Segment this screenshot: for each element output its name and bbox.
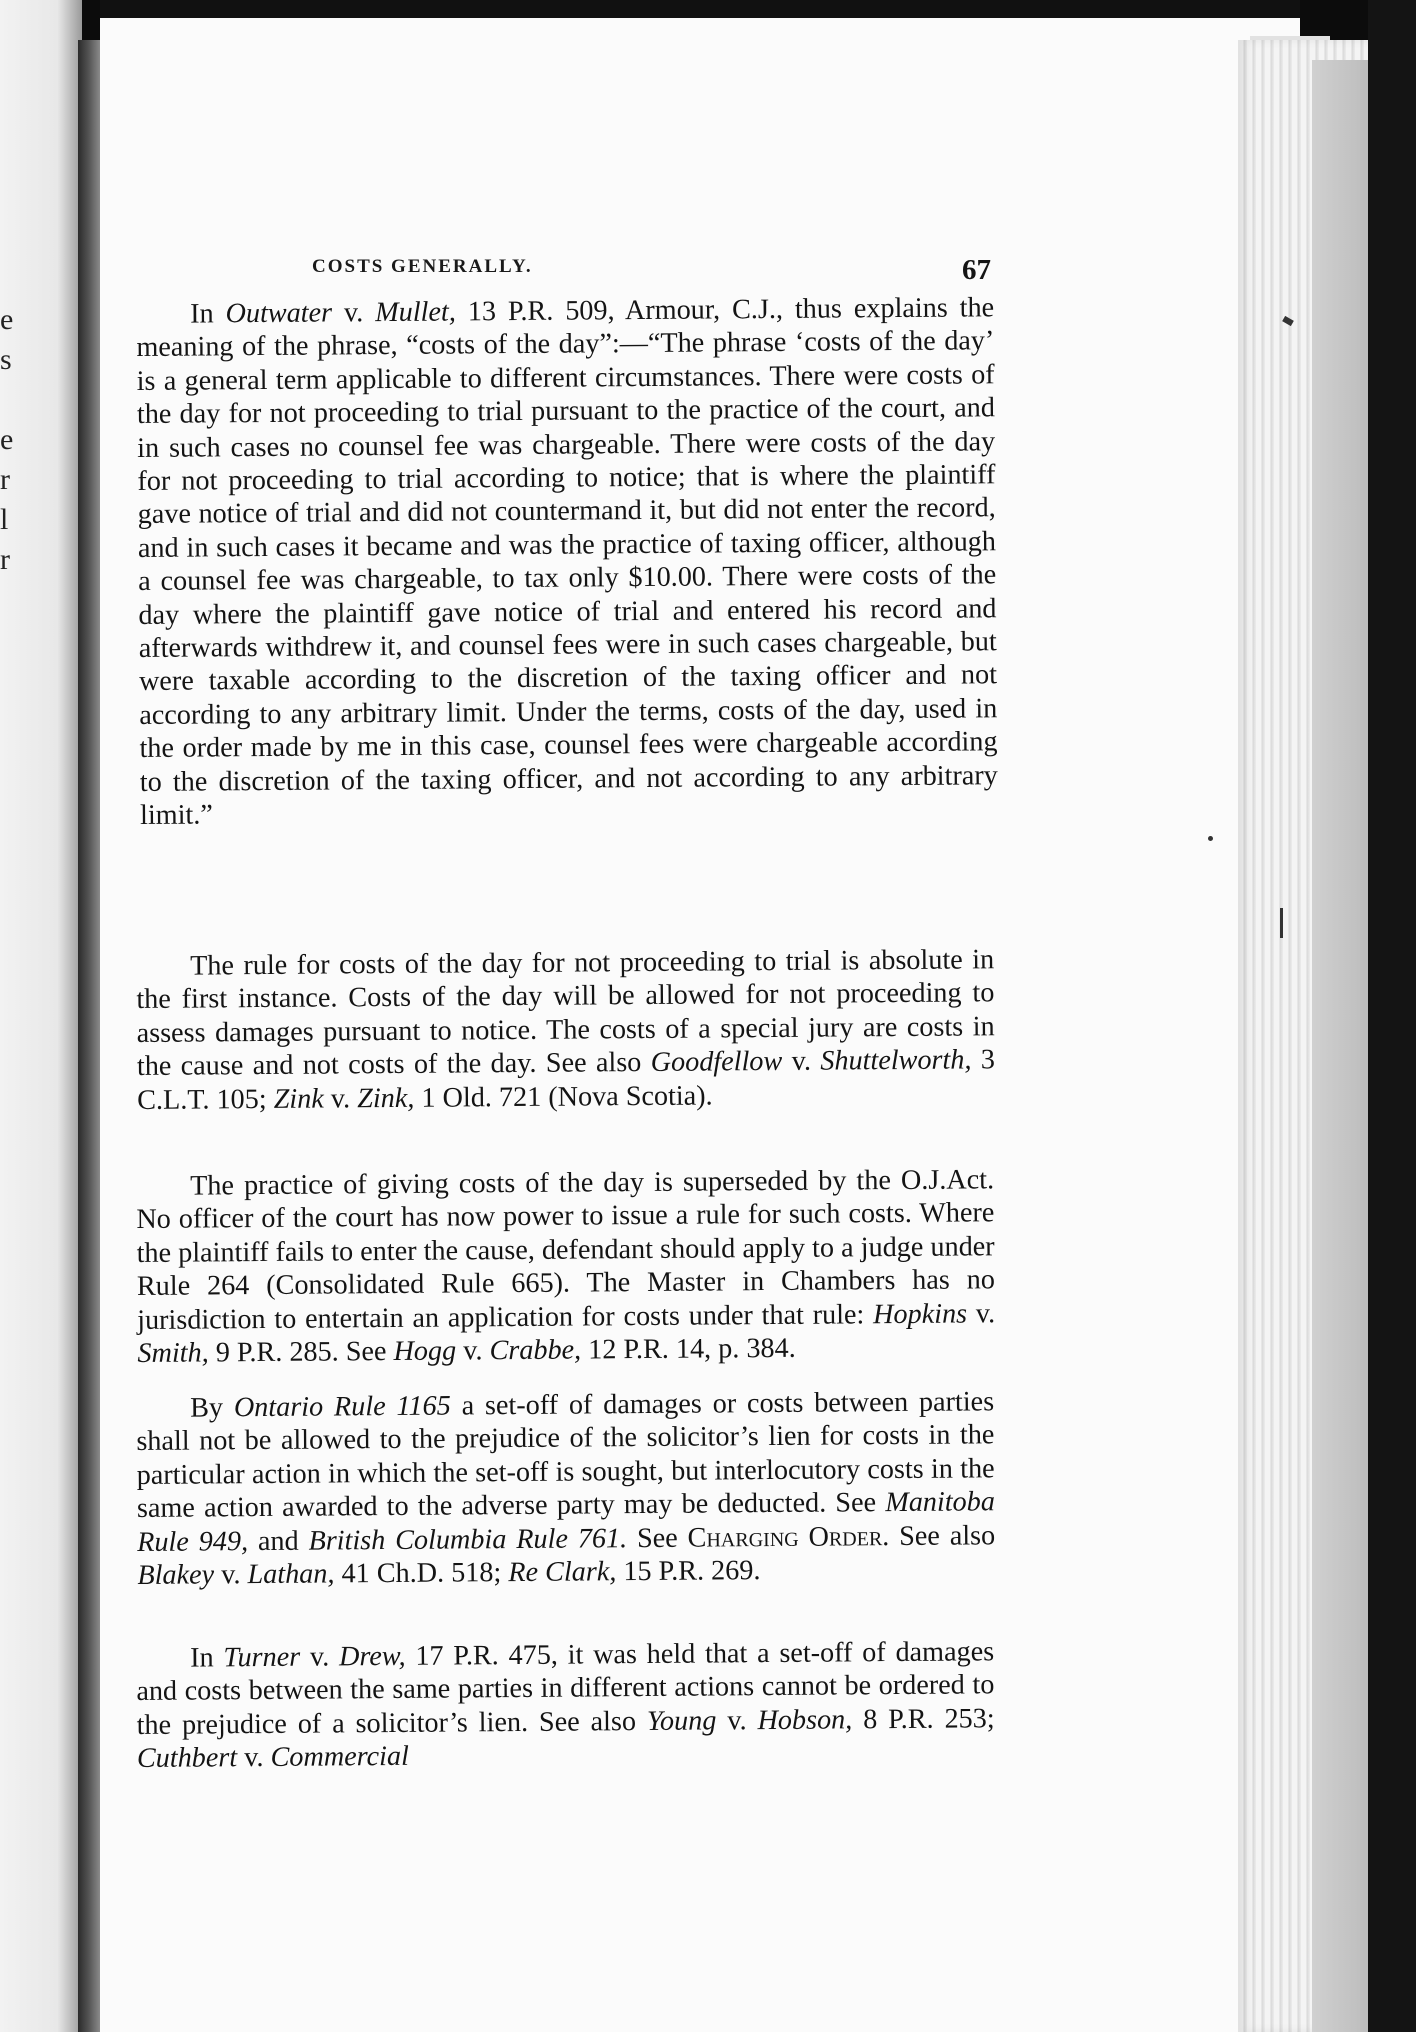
text-run: v. (456, 1335, 490, 1367)
scan-background (1368, 0, 1416, 2032)
text-run: a set-off of damages or costs between parties shall not be allowed to the prejudice of the solicitor’s lien for costs in the particular action in which the set-off is sought, but interlocutory costs in the same action awarded to the adverse party may be deducted. See (136, 1386, 995, 1525)
text-run: 1 Old. 721 (Nova Scotia). (414, 1080, 713, 1114)
left-fragment: e (0, 303, 14, 336)
text-run: 41 Ch.D. 518; (334, 1557, 509, 1590)
text-run: 17 P.R. 475, it was held that a set-off of damages and costs between the same parties in different actions cannot be ordered to the prejudice of a solicitor’s lien. See also (136, 1636, 995, 1741)
italic-text-run: Mullet, (375, 296, 456, 329)
italic-text-run: Hobson, (757, 1704, 853, 1736)
small-caps-text-run: Charging Order. (687, 1520, 890, 1554)
italic-text-run: Manitoba Rule 949, (137, 1486, 996, 1558)
text-run: v. (323, 1082, 358, 1115)
text-run: v. (214, 1559, 248, 1591)
italic-text-run: Crabbe, (489, 1334, 582, 1367)
text-run: 9 P.R. 285. See (208, 1336, 394, 1369)
paragraph (136, 943, 995, 1117)
paragraph (136, 1385, 996, 1592)
text-run: 12 P.R. 14, p. 384. (581, 1332, 796, 1366)
speck-mark (1208, 836, 1213, 841)
italic-text-run: Goodfellow (650, 1046, 783, 1079)
paragraph (136, 1163, 996, 1370)
text-run: In (190, 1642, 224, 1674)
left-fragment: e (0, 423, 14, 456)
left-fragment: s (0, 343, 12, 376)
italic-text-run: Blakey (137, 1559, 215, 1592)
text-run: 15 P.R. 269. (616, 1555, 761, 1588)
italic-text-run: Hopkins (872, 1298, 968, 1330)
running-head: COSTS GENERALLY. (312, 256, 533, 277)
text-run: v. (782, 1045, 821, 1078)
italic-text-run: Ontario Rule 1165 (233, 1390, 451, 1424)
text-run: By (190, 1392, 234, 1424)
text-run: v. (331, 297, 376, 329)
left-page-edge (0, 0, 82, 2032)
text-run: 13 P.R. 509, Armour, C.J., thus explains the meaning of the phrase, “costs of the day”:—“The phrase ‘costs of the day’ is a general term applicable to different circumstances. There were costs of the day for not proceeding to trial pursuant to the practice of the court, and in such cases no counsel fee was chargeable. There were costs of the day for not proceeding to trial according to notice; that is where the plaintiff gave notice of trial and did not countermand it, but did not enter the record, and in such cases it became and was the practice of taxing officer, although a counsel fee was chargeable, to tax only $10.00. There were costs of the day where the plaintiff gave notice of trial and entered his record and afterwards withdrew it, and counsel fees were in such cases chargeable, but were taxable according to the discretion of the taxing officer and not according to any arbitrary limit. Under the terms, costs of the day, used in the order made by me in this case, counsel fees were chargeable according to the discretion of the taxing officer, and not according to any arbitrary limit.” (136, 292, 998, 832)
text-run: v. (966, 1297, 996, 1330)
back-cover-edge (1312, 60, 1368, 2032)
italic-text-run: British Columbia Rule 761. (308, 1522, 628, 1557)
text-run: v. (300, 1641, 340, 1673)
italic-text-run: Outwater (225, 297, 333, 330)
italic-text-run: Commercial (270, 1741, 409, 1774)
text-run: See also (889, 1519, 996, 1552)
italic-text-run: Lathan, (247, 1558, 335, 1591)
text-run: See (627, 1522, 688, 1554)
italic-text-run: Hogg (393, 1335, 457, 1368)
text-run: and (247, 1525, 309, 1557)
italic-text-run: Smith, (137, 1337, 209, 1370)
text-run: v. (237, 1742, 271, 1774)
speck-mark (1280, 908, 1283, 938)
text-run: v. (716, 1704, 758, 1737)
book-spine-gutter (78, 40, 100, 2032)
left-fragment: l (0, 503, 9, 536)
text-run: The rule for costs of the day for not proceeding to trial is absolute in the first instance. Costs of the day will be allowed for not proceeding to assess damages pursuant to notice. The costs of a special jury are costs in the cause and not costs of the day. See also (136, 944, 995, 1083)
paragraph (136, 1635, 995, 1775)
text-run: 8 P.R. 253; (852, 1703, 995, 1736)
paragraph (136, 291, 998, 832)
italic-text-run: Young (646, 1705, 717, 1737)
text-run: The practice of giving costs of the day is superseded by the O.J.Act. No officer of the court has now power to issue a rule for such costs. Where the plaintiff fails to enter the cause, defendant should apply to a judge under Rule 264 (Consolidated Rule 665). The Master in Chambers has no jurisdiction to entertain an application for costs under that rule: (136, 1164, 996, 1336)
italic-text-run: Turner (223, 1641, 301, 1674)
left-fragment: r (0, 543, 10, 576)
text-run: 3 C.L.T. 105; (137, 1044, 996, 1116)
italic-text-run: Shuttelworth, (820, 1044, 972, 1077)
text-run: In (190, 298, 226, 330)
page-number: 67 (962, 254, 991, 286)
left-fragment: r (0, 463, 10, 496)
italic-text-run: Zink, (357, 1082, 415, 1114)
italic-text-run: Drew, (338, 1640, 406, 1673)
left-page-text-fragments (0, 300, 20, 580)
italic-text-run: Zink (273, 1083, 324, 1115)
italic-text-run: Re Clark, (508, 1556, 617, 1589)
italic-text-run: Cuthbert (136, 1742, 238, 1775)
